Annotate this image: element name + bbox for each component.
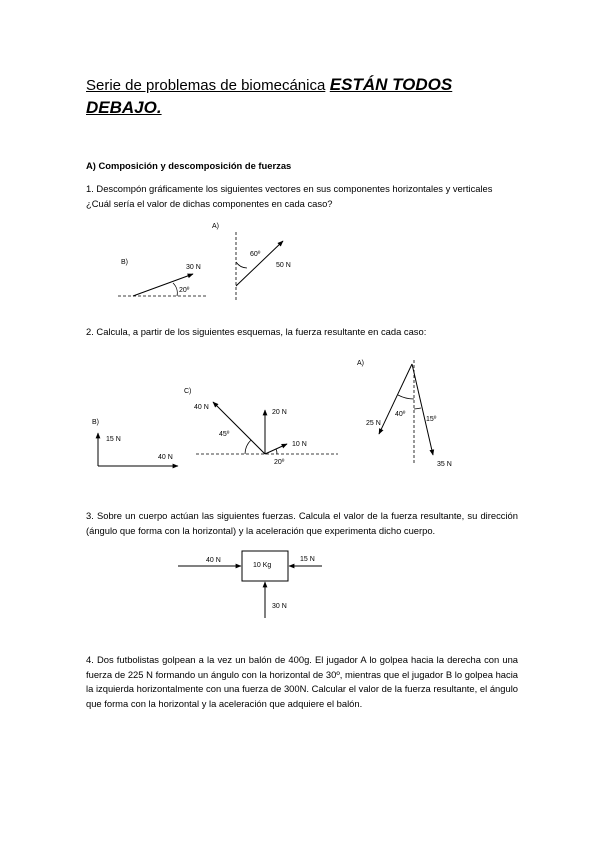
p2-fig-b-vertical-label: 15 N [106,436,121,443]
problem-4-text: 4. Dos futbolistas golpean a la vez un balón de 400g. El jugador A lo golpea hacia la derecha con una fuerza de 225 N formando un ángulo con la horizontal de 30º, mientras que el jugador B lo golpea hacia la izquierda horizontalmente con una fuerza de 300N. Calcular el valor de la fuerza resultante, el ángulo que forma con la horizontal y la aceleración que adquiere el balón. [86,654,518,709]
p2-fig-c-small-label: 10 N [292,441,307,448]
p1-fig-b-angle-arc [173,283,177,296]
p2-fig-a-angle40: 40º [395,411,406,418]
p3-left-force-label: 40 N [206,557,221,564]
document-title [86,74,526,120]
p1-fig-b-label: B) [121,259,128,266]
p2-fig-c-angle20: 20º [274,459,285,466]
p1-fig-b-angle: 20º [179,287,190,294]
title-emphasis-line1: ESTÁN TODOS [329,75,453,94]
problem-1-figure [0,215,600,305]
p2-fig-a-vector-25n [379,364,412,434]
p2-fig-c-diagonal-label: 40 N [194,404,209,411]
p1-fig-a-angle-arc [236,262,247,268]
title-emphasis-line2: DEBAJO. [86,98,162,117]
problem-3-figure [0,550,600,620]
p1-fig-b-force: 30 N [186,264,201,271]
p3-mass-label: 10 Kg [253,562,272,569]
p2-fig-c-diagonal-vector [213,402,265,454]
p2-fig-a-force25: 25 N [366,420,381,427]
p2-fig-b-horizontal-label: 40 N [158,454,173,461]
problem-1-text: 1. Descompón gráficamente los siguientes vectores en sus componentes horizontales y verticales ¿Cuál sería el valor de dichas componentes en cada caso? [86,183,493,209]
problem-2-figure [0,350,600,475]
p2-fig-c-angle45: 45º [219,431,230,438]
p2-fig-a-vector-35n [412,364,433,455]
p3-right-force-label: 15 N [300,556,315,563]
p2-fig-b-label: B) [92,419,99,426]
p1-fig-a-label: A) [212,223,219,230]
p2-fig-c-vertical-label: 20 N [272,409,287,416]
p3-bottom-force-label: 30 N [272,603,287,610]
problem-3-text: 3. Sobre un cuerpo actúan las siguientes fuerzas. Calcula el valor de la fuerza resultante, su dirección (ángulo que forma con la horizontal) y la aceleración que experimenta dicho cuerpo. [86,510,518,536]
p1-fig-a-angle: 60º [250,251,261,258]
p2-fig-c-label: C) [184,388,192,395]
p2-fig-a-angle15-arc [414,408,421,409]
p2-fig-c-angle20-arc [276,449,277,454]
problem-2-text: 2. Calcula, a partir de los siguientes esquemas, la fuerza resultante en cada caso: [86,326,427,337]
p2-fig-a-label: A) [357,360,364,367]
title-plain: Serie de problemas de biomecánica [86,77,326,94]
p2-fig-a-angle15: 15º [426,416,437,423]
p1-fig-a-force: 50 N [276,262,291,269]
p2-fig-c-angle45-arc [245,440,251,454]
section-heading: A) Composición y descomposición de fuerzas [86,160,292,171]
p2-fig-a-angle40-arc [398,395,414,399]
p2-fig-a-force35: 35 N [437,461,452,468]
